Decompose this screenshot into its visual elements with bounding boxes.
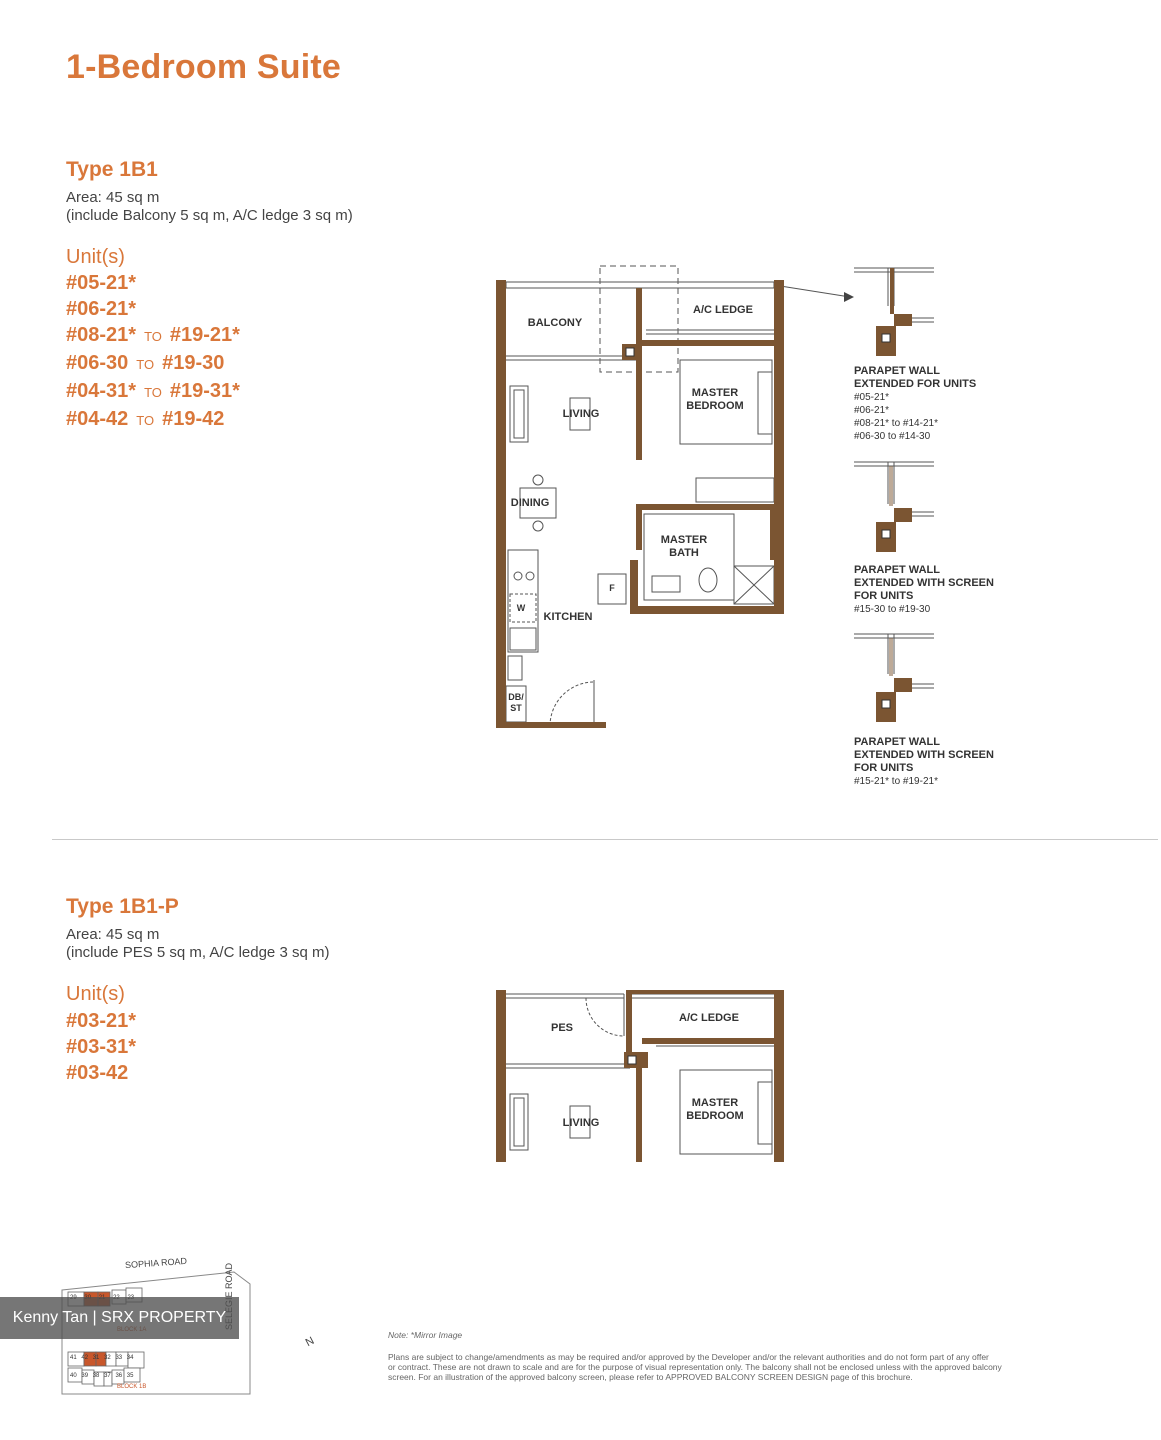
unit-entry: #03-42 [66,1062,129,1084]
type-1b1-include: (include Balcony 5 sq m, A/C ledge 3 sq m) [66,207,353,224]
label-master-bedroom: MASTER BEDROOM [686,387,744,412]
type-1b1p-unit-list [66,1008,136,1086]
parapet-detail-3 [854,632,936,724]
watermark: Kenny Tan | SRX PROPERTY [0,1297,239,1339]
type-1b1-units-heading: Unit(s) [66,246,125,268]
mirror-note: Note: *Mirror Image [388,1330,463,1340]
disclaimer: Plans are subject to change/amendments as may be required and/or approved by the Developer and/or the relevant authorities and do not form part of any offer or contract. These are not drawn to scale and are for the purpose of visual representation only. The balcony shall not be enclosed unless with the approved balcony screen. For an illustration of the approved balcony screen, please refer to APPROVED BALCONY SCREEN DESIGN page of this brochure. [388,1352,1002,1382]
type-1b1-title: Type 1B1 [66,158,158,181]
parapet-note-2: PARAPET WALL EXTENDED WITH SCREEN FOR UNITS #15-30 to #19-30 [854,564,994,615]
label-ac-ledge: A/C LEDGE [693,304,753,316]
unit-entry: #05-21* [66,272,137,294]
parapet-note-1: PARAPET WALL EXTENDED FOR UNITS #05-21* #06-21* #08-21* to #14-21* #06-30 to #14-30 [854,365,977,442]
road-label-sophia: SOPHIA ROAD [124,1255,188,1271]
label-washer: W [516,603,526,613]
label-balcony: BALCONY [527,317,583,329]
type-1b1p-include: (include PES 5 sq m, A/C ledge 3 sq m) [66,944,330,961]
type-1b1p-title: Type 1B1-P [66,895,179,918]
label-master-bedroom-p: MASTER BEDROOM [686,1097,744,1122]
section-divider [52,839,1158,840]
label-dining: DINING [510,497,550,509]
parapet-note-3: PARAPET WALL EXTENDED WITH SCREEN FOR UNITS #15-21* to #19-21* [854,736,994,787]
unit-entry: #04-31* TO #19-31* [66,380,240,402]
type-1b1-area: Area: 45 sq m [66,189,160,206]
label-living: LIVING [562,408,600,420]
label-pes: PES [550,1022,573,1034]
block-1b-label: BLOCK 1B [117,1384,147,1390]
unit-entry: #03-21* [66,1010,137,1032]
site-units-1b-top: 41 42 31 32 33 34 [70,1355,134,1361]
label-fridge: F [609,583,615,593]
north-arrow-label: N [303,1334,317,1350]
label-living-p: LIVING [562,1117,600,1129]
unit-entry: #03-31* [66,1036,137,1058]
label-kitchen: KITCHEN [543,611,593,623]
type-1b1p-area: Area: 45 sq m [66,926,160,943]
unit-entry: #06-21* [66,298,137,320]
site-units-1b-bottom: 40 39 38 37 36 35 [70,1373,134,1379]
unit-entry: #08-21* TO #19-21* [66,324,240,346]
unit-entry: #06-30 TO #19-30 [66,352,225,374]
unit-entry: #04-42 TO #19-42 [66,408,225,430]
label-ac-ledge-p: A/C LEDGE [679,1012,739,1024]
label-master-bath: MASTER BATH [660,534,708,559]
parapet-detail-1 [854,266,936,358]
label-dbst: DB/ ST [508,692,524,713]
type-1b1-unit-list [66,270,240,434]
parapet-detail-2 [854,460,936,554]
page-title: 1-Bedroom Suite [66,48,342,86]
type-1b1p-units-heading: Unit(s) [66,983,125,1005]
